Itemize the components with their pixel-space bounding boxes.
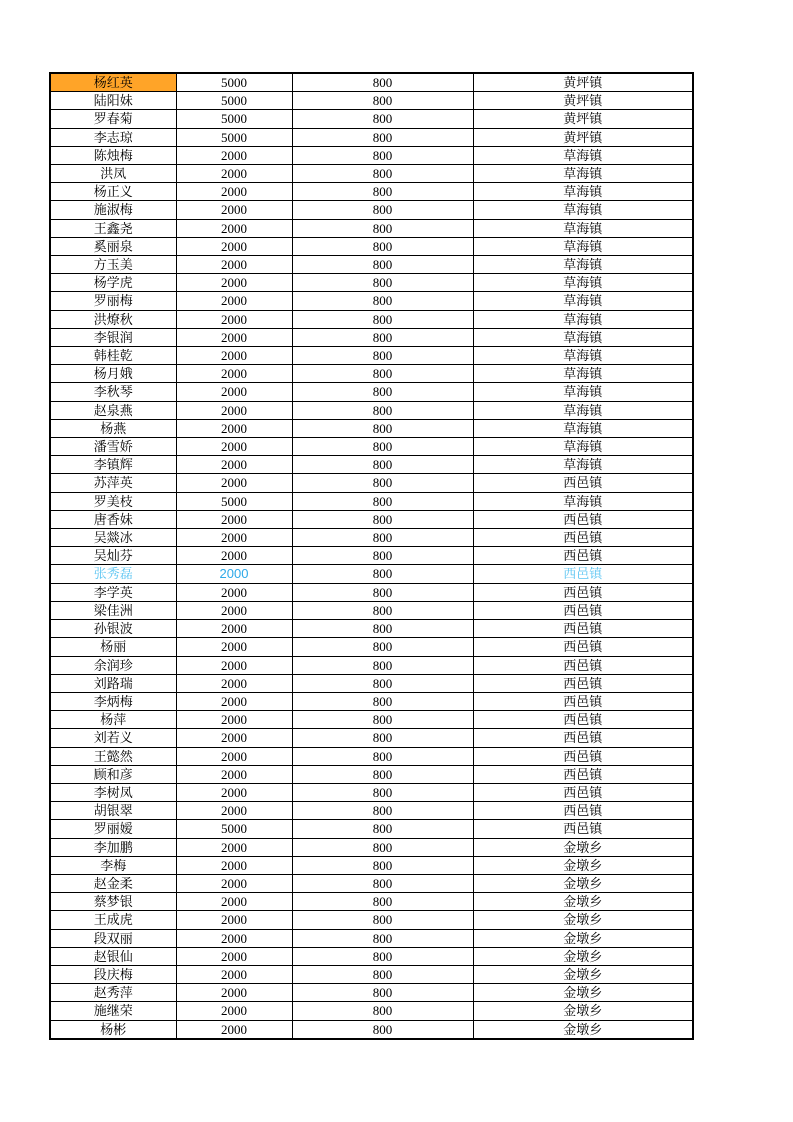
amount-cell[interactable]: 2000 bbox=[176, 565, 292, 583]
subsidy-cell[interactable]: 800 bbox=[292, 747, 473, 765]
name-cell[interactable]: 段庆梅 bbox=[50, 965, 176, 983]
subsidy-cell[interactable]: 800 bbox=[292, 874, 473, 892]
name-cell[interactable]: 顾和彦 bbox=[50, 765, 176, 783]
name-cell[interactable]: 罗美枝 bbox=[50, 492, 176, 510]
table-row bbox=[50, 128, 693, 146]
town-cell[interactable]: 草海镇 bbox=[473, 201, 693, 219]
amount-cell[interactable]: 2000 bbox=[176, 765, 292, 783]
subsidy-cell[interactable]: 800 bbox=[292, 92, 473, 110]
name-cell[interactable]: 杨正义 bbox=[50, 183, 176, 201]
town-cell[interactable]: 西邑镇 bbox=[473, 583, 693, 601]
town-cell[interactable]: 西邑镇 bbox=[473, 547, 693, 565]
amount-cell[interactable]: 5000 bbox=[176, 128, 292, 146]
name-cell[interactable]: 王鑫尧 bbox=[50, 219, 176, 237]
amount-cell[interactable]: 2000 bbox=[176, 237, 292, 255]
name-cell[interactable]: 李志琼 bbox=[50, 128, 176, 146]
subsidy-cell[interactable]: 800 bbox=[292, 128, 473, 146]
table-row bbox=[50, 747, 693, 765]
name-cell[interactable]: 陆阳妹 bbox=[50, 92, 176, 110]
name-cell[interactable]: 杨红英 bbox=[50, 73, 176, 92]
town-cell[interactable]: 草海镇 bbox=[473, 183, 693, 201]
town-cell[interactable]: 西邑镇 bbox=[473, 474, 693, 492]
town-cell[interactable]: 草海镇 bbox=[473, 292, 693, 310]
name-cell[interactable]: 罗丽嫒 bbox=[50, 820, 176, 838]
town-cell[interactable]: 西邑镇 bbox=[473, 765, 693, 783]
table-row bbox=[50, 201, 693, 219]
amount-cell[interactable]: 2000 bbox=[176, 456, 292, 474]
town-cell[interactable]: 西邑镇 bbox=[473, 711, 693, 729]
table-row bbox=[50, 383, 693, 401]
town-cell[interactable]: 西邑镇 bbox=[473, 692, 693, 710]
amount-cell[interactable]: 2000 bbox=[176, 347, 292, 365]
table-row bbox=[50, 274, 693, 292]
town-cell[interactable]: 草海镇 bbox=[473, 165, 693, 183]
name-cell[interactable]: 洪燎秋 bbox=[50, 310, 176, 328]
amount-cell[interactable]: 2000 bbox=[176, 1020, 292, 1039]
amount-cell[interactable]: 2000 bbox=[176, 620, 292, 638]
name-cell[interactable]: 杨丽 bbox=[50, 638, 176, 656]
table-row bbox=[50, 492, 693, 510]
amount-cell[interactable]: 2000 bbox=[176, 838, 292, 856]
name-cell[interactable]: 李镇辉 bbox=[50, 456, 176, 474]
subsidy-cell[interactable]: 800 bbox=[292, 711, 473, 729]
subsidy-cell[interactable]: 800 bbox=[292, 893, 473, 911]
table-row bbox=[50, 419, 693, 437]
table-row bbox=[50, 729, 693, 747]
amount-cell[interactable]: 2000 bbox=[176, 984, 292, 1002]
subsidy-cell[interactable]: 800 bbox=[292, 856, 473, 874]
subsidy-cell[interactable]: 800 bbox=[292, 456, 473, 474]
name-cell[interactable]: 李梅 bbox=[50, 856, 176, 874]
subsidy-cell[interactable]: 800 bbox=[292, 201, 473, 219]
amount-cell[interactable]: 2000 bbox=[176, 419, 292, 437]
name-cell[interactable]: 王懿然 bbox=[50, 747, 176, 765]
table-row bbox=[50, 692, 693, 710]
table-row bbox=[50, 110, 693, 128]
amount-cell[interactable]: 2000 bbox=[176, 893, 292, 911]
name-cell[interactable]: 张秀磊 bbox=[50, 565, 176, 583]
table-row bbox=[50, 438, 693, 456]
town-cell[interactable]: 西邑镇 bbox=[473, 656, 693, 674]
table-row bbox=[50, 92, 693, 110]
table-row bbox=[50, 365, 693, 383]
table-row bbox=[50, 929, 693, 947]
subsidy-cell[interactable]: 800 bbox=[292, 73, 473, 92]
amount-cell[interactable]: 2000 bbox=[176, 510, 292, 528]
subsidy-cell[interactable]: 800 bbox=[292, 474, 473, 492]
subsidy-cell[interactable]: 800 bbox=[292, 565, 473, 583]
table-row bbox=[50, 547, 693, 565]
name-cell[interactable]: 孙银波 bbox=[50, 620, 176, 638]
amount-cell[interactable]: 2000 bbox=[176, 656, 292, 674]
table-row bbox=[50, 310, 693, 328]
name-cell[interactable]: 赵泉燕 bbox=[50, 401, 176, 419]
subsidy-cell[interactable]: 800 bbox=[292, 529, 473, 547]
amount-cell[interactable]: 2000 bbox=[176, 328, 292, 346]
amount-cell[interactable]: 2000 bbox=[176, 201, 292, 219]
subsidy-cell[interactable]: 800 bbox=[292, 838, 473, 856]
name-cell[interactable]: 韩桂乾 bbox=[50, 347, 176, 365]
town-cell[interactable]: 草海镇 bbox=[473, 237, 693, 255]
table-row bbox=[50, 711, 693, 729]
town-cell[interactable]: 金墩乡 bbox=[473, 984, 693, 1002]
amount-cell[interactable]: 2000 bbox=[176, 365, 292, 383]
town-cell[interactable]: 金墩乡 bbox=[473, 838, 693, 856]
amount-cell[interactable]: 2000 bbox=[176, 401, 292, 419]
amount-cell[interactable]: 2000 bbox=[176, 965, 292, 983]
name-cell[interactable]: 赵金柔 bbox=[50, 874, 176, 892]
amount-cell[interactable]: 2000 bbox=[176, 438, 292, 456]
town-cell[interactable]: 草海镇 bbox=[473, 256, 693, 274]
name-cell[interactable]: 施继荣 bbox=[50, 1002, 176, 1020]
amount-cell[interactable]: 5000 bbox=[176, 92, 292, 110]
subsidy-cell[interactable]: 800 bbox=[292, 802, 473, 820]
town-cell[interactable]: 金墩乡 bbox=[473, 929, 693, 947]
subsidy-cell[interactable]: 800 bbox=[292, 492, 473, 510]
town-cell[interactable]: 西邑镇 bbox=[473, 729, 693, 747]
sheet-table bbox=[49, 72, 694, 1040]
amount-cell[interactable]: 5000 bbox=[176, 492, 292, 510]
table-row bbox=[50, 256, 693, 274]
amount-cell[interactable]: 2000 bbox=[176, 711, 292, 729]
town-cell[interactable]: 金墩乡 bbox=[473, 893, 693, 911]
subsidy-cell[interactable]: 800 bbox=[292, 401, 473, 419]
town-cell[interactable]: 草海镇 bbox=[473, 365, 693, 383]
subsidy-cell[interactable]: 800 bbox=[292, 547, 473, 565]
town-cell[interactable]: 金墩乡 bbox=[473, 911, 693, 929]
town-cell[interactable]: 西邑镇 bbox=[473, 802, 693, 820]
name-cell[interactable]: 余润珍 bbox=[50, 656, 176, 674]
town-cell[interactable]: 草海镇 bbox=[473, 328, 693, 346]
subsidy-cell[interactable]: 800 bbox=[292, 146, 473, 164]
sheet-table-body bbox=[50, 73, 693, 1039]
amount-cell[interactable]: 2000 bbox=[176, 292, 292, 310]
town-cell[interactable]: 草海镇 bbox=[473, 383, 693, 401]
subsidy-cell[interactable]: 800 bbox=[292, 965, 473, 983]
name-cell[interactable]: 罗丽梅 bbox=[50, 292, 176, 310]
name-cell[interactable]: 吴燚冰 bbox=[50, 529, 176, 547]
amount-cell[interactable]: 5000 bbox=[176, 110, 292, 128]
town-cell[interactable]: 草海镇 bbox=[473, 310, 693, 328]
table-row bbox=[50, 911, 693, 929]
name-cell[interactable]: 蔡梦银 bbox=[50, 893, 176, 911]
subsidy-cell[interactable]: 800 bbox=[292, 820, 473, 838]
town-cell[interactable]: 草海镇 bbox=[473, 438, 693, 456]
table-row bbox=[50, 474, 693, 492]
town-cell[interactable]: 西邑镇 bbox=[473, 783, 693, 801]
table-row bbox=[50, 838, 693, 856]
town-cell[interactable]: 黄坪镇 bbox=[473, 128, 693, 146]
table-row bbox=[50, 765, 693, 783]
amount-cell[interactable]: 2000 bbox=[176, 601, 292, 619]
table-row bbox=[50, 674, 693, 692]
name-cell[interactable]: 洪凤 bbox=[50, 165, 176, 183]
town-cell[interactable]: 西邑镇 bbox=[473, 529, 693, 547]
table-row bbox=[50, 802, 693, 820]
amount-cell[interactable]: 2000 bbox=[176, 219, 292, 237]
town-cell[interactable]: 草海镇 bbox=[473, 401, 693, 419]
name-cell[interactable]: 李秋琴 bbox=[50, 383, 176, 401]
town-cell[interactable]: 西邑镇 bbox=[473, 747, 693, 765]
table-row bbox=[50, 183, 693, 201]
subsidy-cell[interactable]: 800 bbox=[292, 583, 473, 601]
subsidy-cell[interactable]: 800 bbox=[292, 219, 473, 237]
table-row bbox=[50, 601, 693, 619]
subsidy-cell[interactable]: 800 bbox=[292, 692, 473, 710]
subsidy-cell[interactable]: 800 bbox=[292, 438, 473, 456]
amount-cell[interactable]: 2000 bbox=[176, 165, 292, 183]
name-cell[interactable]: 段双丽 bbox=[50, 929, 176, 947]
subsidy-cell[interactable]: 800 bbox=[292, 365, 473, 383]
name-cell[interactable]: 李炳梅 bbox=[50, 692, 176, 710]
town-cell[interactable]: 黄坪镇 bbox=[473, 73, 693, 92]
table-row bbox=[50, 347, 693, 365]
amount-cell[interactable]: 5000 bbox=[176, 73, 292, 92]
amount-cell[interactable]: 2000 bbox=[176, 638, 292, 656]
town-cell[interactable]: 金墩乡 bbox=[473, 874, 693, 892]
name-cell[interactable]: 杨月娥 bbox=[50, 365, 176, 383]
subsidy-cell[interactable]: 800 bbox=[292, 237, 473, 255]
amount-cell[interactable]: 2000 bbox=[176, 547, 292, 565]
subsidy-cell[interactable]: 800 bbox=[292, 419, 473, 437]
name-cell[interactable]: 方玉美 bbox=[50, 256, 176, 274]
table-row bbox=[50, 820, 693, 838]
subsidy-cell[interactable]: 800 bbox=[292, 620, 473, 638]
subsidy-cell[interactable]: 800 bbox=[292, 165, 473, 183]
town-cell[interactable]: 草海镇 bbox=[473, 456, 693, 474]
name-cell[interactable]: 李银润 bbox=[50, 328, 176, 346]
amount-cell[interactable]: 2000 bbox=[176, 256, 292, 274]
name-cell[interactable]: 杨彬 bbox=[50, 1020, 176, 1039]
town-cell[interactable]: 西邑镇 bbox=[473, 674, 693, 692]
table-row bbox=[50, 1020, 693, 1039]
name-cell[interactable]: 刘若义 bbox=[50, 729, 176, 747]
town-cell[interactable]: 草海镇 bbox=[473, 219, 693, 237]
town-cell[interactable]: 西邑镇 bbox=[473, 565, 693, 583]
table-row bbox=[50, 984, 693, 1002]
subsidy-cell[interactable]: 800 bbox=[292, 984, 473, 1002]
table-row bbox=[50, 893, 693, 911]
subsidy-cell[interactable]: 800 bbox=[292, 292, 473, 310]
table-row bbox=[50, 165, 693, 183]
subsidy-cell[interactable]: 800 bbox=[292, 765, 473, 783]
name-cell[interactable]: 刘路瑞 bbox=[50, 674, 176, 692]
amount-cell[interactable]: 2000 bbox=[176, 856, 292, 874]
name-cell[interactable]: 赵秀萍 bbox=[50, 984, 176, 1002]
amount-cell[interactable]: 2000 bbox=[176, 310, 292, 328]
subsidy-cell[interactable]: 800 bbox=[292, 310, 473, 328]
name-cell[interactable]: 杨燕 bbox=[50, 419, 176, 437]
name-cell[interactable]: 吴灿芬 bbox=[50, 547, 176, 565]
table-row bbox=[50, 656, 693, 674]
town-cell[interactable]: 金墩乡 bbox=[473, 1002, 693, 1020]
subsidy-cell[interactable]: 800 bbox=[292, 110, 473, 128]
town-cell[interactable]: 西邑镇 bbox=[473, 601, 693, 619]
name-cell[interactable]: 苏萍英 bbox=[50, 474, 176, 492]
name-cell[interactable]: 施淑梅 bbox=[50, 201, 176, 219]
subsidy-cell[interactable]: 800 bbox=[292, 656, 473, 674]
table-row bbox=[50, 874, 693, 892]
name-cell[interactable]: 胡银翠 bbox=[50, 802, 176, 820]
table-row bbox=[50, 638, 693, 656]
amount-cell[interactable]: 2000 bbox=[176, 1002, 292, 1020]
subsidy-cell[interactable]: 800 bbox=[292, 328, 473, 346]
table-row bbox=[50, 965, 693, 983]
town-cell[interactable]: 草海镇 bbox=[473, 347, 693, 365]
town-cell[interactable]: 草海镇 bbox=[473, 419, 693, 437]
amount-cell[interactable]: 2000 bbox=[176, 583, 292, 601]
amount-cell[interactable]: 2000 bbox=[176, 729, 292, 747]
table-row bbox=[50, 146, 693, 164]
amount-cell[interactable]: 2000 bbox=[176, 146, 292, 164]
town-cell[interactable]: 西邑镇 bbox=[473, 638, 693, 656]
subsidy-cell[interactable]: 800 bbox=[292, 638, 473, 656]
table-row bbox=[50, 947, 693, 965]
name-cell[interactable]: 王成虎 bbox=[50, 911, 176, 929]
amount-cell[interactable]: 2000 bbox=[176, 692, 292, 710]
name-cell[interactable]: 梁佳洲 bbox=[50, 601, 176, 619]
name-cell[interactable]: 奚丽泉 bbox=[50, 237, 176, 255]
name-cell[interactable]: 陈烛梅 bbox=[50, 146, 176, 164]
table-row bbox=[50, 219, 693, 237]
table-row bbox=[50, 529, 693, 547]
town-cell[interactable]: 黄坪镇 bbox=[473, 110, 693, 128]
subsidy-cell[interactable]: 800 bbox=[292, 1002, 473, 1020]
amount-cell[interactable]: 2000 bbox=[176, 911, 292, 929]
table-row bbox=[50, 565, 693, 583]
town-cell[interactable]: 草海镇 bbox=[473, 274, 693, 292]
subsidy-cell[interactable]: 800 bbox=[292, 347, 473, 365]
subsidy-cell[interactable]: 800 bbox=[292, 783, 473, 801]
subsidy-cell[interactable]: 800 bbox=[292, 674, 473, 692]
amount-cell[interactable]: 2000 bbox=[176, 802, 292, 820]
town-cell[interactable]: 金墩乡 bbox=[473, 1020, 693, 1039]
name-cell[interactable]: 潘雪娇 bbox=[50, 438, 176, 456]
town-cell[interactable]: 西邑镇 bbox=[473, 820, 693, 838]
subsidy-cell[interactable]: 800 bbox=[292, 929, 473, 947]
amount-cell[interactable]: 2000 bbox=[176, 183, 292, 201]
amount-cell[interactable]: 2000 bbox=[176, 874, 292, 892]
amount-cell[interactable]: 2000 bbox=[176, 383, 292, 401]
town-cell[interactable]: 金墩乡 bbox=[473, 965, 693, 983]
table-row bbox=[50, 456, 693, 474]
table-row bbox=[50, 292, 693, 310]
subsidy-cell[interactable]: 800 bbox=[292, 274, 473, 292]
subsidy-cell[interactable]: 800 bbox=[292, 729, 473, 747]
amount-cell[interactable]: 2000 bbox=[176, 783, 292, 801]
table-row bbox=[50, 856, 693, 874]
town-cell[interactable]: 西邑镇 bbox=[473, 620, 693, 638]
name-cell[interactable]: 李树凤 bbox=[50, 783, 176, 801]
name-cell[interactable]: 罗春菊 bbox=[50, 110, 176, 128]
table-row bbox=[50, 1002, 693, 1020]
table-row bbox=[50, 237, 693, 255]
town-cell[interactable]: 草海镇 bbox=[473, 146, 693, 164]
subsidy-cell[interactable]: 800 bbox=[292, 911, 473, 929]
town-cell[interactable]: 西邑镇 bbox=[473, 510, 693, 528]
name-cell[interactable]: 赵银仙 bbox=[50, 947, 176, 965]
amount-cell[interactable]: 5000 bbox=[176, 820, 292, 838]
amount-cell[interactable]: 2000 bbox=[176, 474, 292, 492]
table-row bbox=[50, 401, 693, 419]
subsidy-cell[interactable]: 800 bbox=[292, 383, 473, 401]
name-cell[interactable]: 李加鹏 bbox=[50, 838, 176, 856]
subsidy-cell[interactable]: 800 bbox=[292, 601, 473, 619]
table-row bbox=[50, 783, 693, 801]
subsidy-cell[interactable]: 800 bbox=[292, 510, 473, 528]
town-cell[interactable]: 草海镇 bbox=[473, 492, 693, 510]
subsidy-cell[interactable]: 800 bbox=[292, 256, 473, 274]
subsidy-cell[interactable]: 800 bbox=[292, 1020, 473, 1039]
name-cell[interactable]: 唐香妹 bbox=[50, 510, 176, 528]
name-cell[interactable]: 杨萍 bbox=[50, 711, 176, 729]
amount-cell[interactable]: 2000 bbox=[176, 947, 292, 965]
amount-cell[interactable]: 2000 bbox=[176, 747, 292, 765]
amount-cell[interactable]: 2000 bbox=[176, 529, 292, 547]
amount-cell[interactable]: 2000 bbox=[176, 674, 292, 692]
name-cell[interactable]: 李学英 bbox=[50, 583, 176, 601]
town-cell[interactable]: 金墩乡 bbox=[473, 947, 693, 965]
table-row bbox=[50, 73, 693, 92]
subsidy-cell[interactable]: 800 bbox=[292, 947, 473, 965]
table-row bbox=[50, 328, 693, 346]
table-row bbox=[50, 583, 693, 601]
table-row bbox=[50, 510, 693, 528]
amount-cell[interactable]: 2000 bbox=[176, 274, 292, 292]
amount-cell[interactable]: 2000 bbox=[176, 929, 292, 947]
name-cell[interactable]: 杨学虎 bbox=[50, 274, 176, 292]
town-cell[interactable]: 金墩乡 bbox=[473, 856, 693, 874]
subsidy-cell[interactable]: 800 bbox=[292, 183, 473, 201]
town-cell[interactable]: 黄坪镇 bbox=[473, 92, 693, 110]
table-row bbox=[50, 620, 693, 638]
